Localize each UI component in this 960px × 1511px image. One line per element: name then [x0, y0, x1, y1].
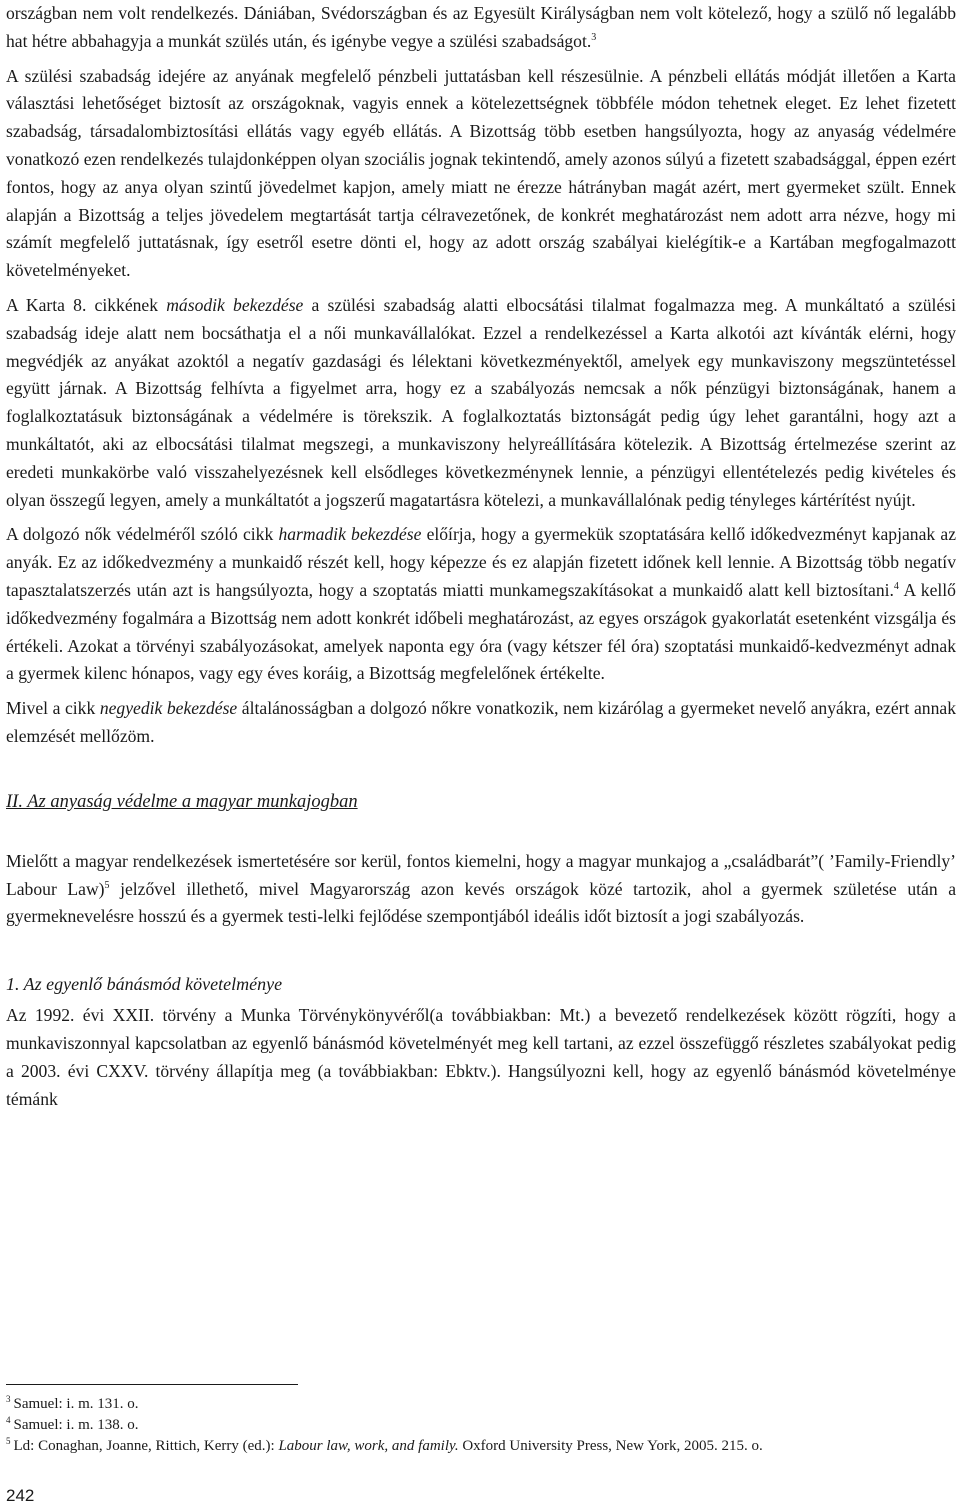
- text-run: a szülési szabadság alatti elbocsátási tilalmat fogalmazza meg. A munkáltató a szülési szabadság ideje alatt nem bocsáthatja el a női munkavállalókat. Ezzel a rendelkezéssel a Karta alkotói azt kívánták elérni, hogy megvédjék az anyákat azoktól a negatív gazdasági és lélektani következményektől, amelyek egy munkaviszony megszüntetéssel együtt járnak. A Bizottság felhívta a figyelmet arra, hogy ez a szabályozás nemcsak a nők pénzügyi biztonságának, hanem a foglalkoztatásuk biztonságának a védelmére is törekszik. A foglalkoztatás biztonságát pedig úgy lehet garantálni, hogy azt a munkáltatót, aki az elbocsátási tilalmat megszegi, a munkaviszony helyreállítására kötelezik. A Bizottság értelmezése szerint az eredeti munkakörbe való visszahelyezésnek kell elsődleges következménynek lennie, a pénzügyi ellentételezés pedig kivételes és olyan összegű legyen, amely a munkáltatót a jogszerű magatartásra kötelezi, a munkavállalónak pedig tényleges kártérítést nyújt.: [6, 294, 956, 510]
- paragraph-4: [6, 521, 956, 688]
- footnotes: [6, 1394, 956, 1457]
- section-heading: II. Az anyaság védelme a magyar munkajogban: [6, 791, 358, 812]
- text-run: A kellő időkedvezmény fogalmára a Bizottság nem adott konkrét időbeli meghatározást, az egyes országok gyakorlatát esetenként vizsgálja és értékeli. Azokat a törvényi szabályozásokat, amelyek naponta egy óra (vagy kétszer fél óra) szoptatási munkaidő-kedvezményt adnak a gyermek kilenc hónapos, vagy egy éves koráig, a Bizottság megfelelőnek értékelte.: [6, 579, 956, 684]
- footnote-number: 5: [6, 1436, 11, 1446]
- footnote-number: 3: [6, 1394, 11, 1404]
- text-run: általánosságban a dolgozó nőkre vonatkozik, nem kizárólag a gyermeket nevelő anyákra, ezért annak elemzését mellőzöm.: [6, 698, 956, 746]
- emphasis: Labour law, work, and family.: [278, 1438, 459, 1454]
- text-run: Oxford University Press, New York, 2005. 215. o.: [458, 1438, 763, 1454]
- document-page: [6, 0, 956, 1113]
- text-run: Az 1992. évi XXII. törvény a Munka Törvénykönyvéről(a továbbiakban: Mt.) a bevezető rendelkezések között rögzíti, hogy a munkaviszonnyal kapcsolatban az egyenlő bánásmód követelményét meg kell tartani, az ezzel összefüggő részletes szabályokat pedig a 2003. évi CXXV. törvény állapítja meg (a továbbiakban: Ebktv.). Hangsúlyozni kell, hogy az egyenlő bánásmód követelménye témánk: [6, 1005, 956, 1109]
- text-run: Mielőtt a magyar rendelkezések ismertetésére sor kerül, fontos kiemelni, hogy a magyar munkajog a „családbarát”( ’Family-Friendly’ Labour Law): [6, 850, 956, 899]
- footnote-4: [6, 1415, 956, 1436]
- text-run: előírja, hogy a gyermekük szoptatására kellő időkedvezményt kapjanak az anyák. Ez az időkedvezmény a munkaidő részét kell, hogy képezze és ez alapján fizetett időnek kell lennie. A Bizottság több negatív tapasztalatszerzés után azt is hangsúlyozta, hogy a szoptatás miatti munkamegszakításokat a munkaidő alatt kell biztosítani.: [6, 524, 957, 600]
- text-run: A szülési szabadság idejére az anyának megfelelő pénzbeli juttatásban kell részesülnie. A pénzbeli ellátás módját illetően a Karta választási lehetőséget biztosít az országoknak, vagyis ennek a kötelezettségnek többféle módon tehetnek eleget. Ez lehet fizetett szabadság, társadalombiztosítási ellátás vagy egyéb ellátás. A Bizottság több esetben hangsúlyozta, hogy az anyaság védelmére vonatkozó ezen rendelkezés tulajdonképpen olyan szociális jognak tekintendő, amely azonos súlyú a fizetett szabadsággal, éppen ezért fontos, hogy az anya olyan szintű jövedelmet kapjon, amely miatt ne érezze hátrányban magát azért, mert gyermeket szült. Ennek alapján a Bizottság a teljes jövedelem megtartását tartja célravezetőnek, de konkrét meghatározást nem adott arra nézve, hogy mi számít megfelelő juttatásnak, így esetről esetre dönti el, hogy az adott ország szabályai kielégítik-e a Kartában megfogalmazott követelményeket.: [6, 65, 956, 281]
- emphasis: harmadik bekezdése: [278, 524, 422, 545]
- footnote-ref: 3: [591, 31, 597, 43]
- paragraph-1: [6, 0, 956, 56]
- footnote-ref: 4: [893, 580, 899, 592]
- body-paragraphs: [6, 0, 956, 751]
- text-run: Mivel a cikk: [6, 698, 100, 719]
- page-number: 242: [6, 1486, 35, 1505]
- text-run: Ld: Conaghan, Joanne, Rittich, Kerry (ed.):: [13, 1438, 279, 1454]
- paragraph-3: [6, 292, 956, 514]
- subsection-heading: 1. Az egyenlő bánásmód követelménye: [6, 974, 283, 995]
- text-run: A Karta 8. cikkének: [6, 294, 167, 315]
- footnote-ref: 5: [104, 879, 110, 891]
- emphasis: második bekezdése: [166, 294, 304, 315]
- text-run: Samuel: i. m. 131. o.: [13, 1396, 139, 1412]
- footnote-5: [6, 1436, 956, 1457]
- paragraph-family-friendly: [6, 848, 956, 931]
- footnote-number: 4: [6, 1415, 11, 1425]
- footnote-separator: [6, 1384, 298, 1385]
- footnote-3: [6, 1394, 956, 1415]
- text-run: Samuel: i. m. 138. o.: [13, 1417, 139, 1433]
- paragraph-5: [6, 695, 956, 751]
- paragraph-2: [6, 63, 956, 285]
- text-run: jelzővel illethető, mivel Magyarország azon kevés országok közé tartozik, ahol a gyermek születése után a gyermeknevelésre hosszú és a gyermek testi-lelki fejlődése szempontjából ideális időt biztosít a jogi szabályozás.: [6, 878, 957, 927]
- emphasis: negyedik bekezdése: [99, 698, 238, 719]
- text-run: A dolgozó nők védelméről szóló cikk: [6, 524, 279, 545]
- text-run: országban nem volt rendelkezés. Dániában, Svédországban és az Egyesült Királyságban nem volt kötelező, hogy a szülő nő legalább hat hétre abbahagyja a munkát szülés után, és igénybe vegye a szülési szabadságot.: [6, 3, 956, 51]
- paragraph-equal-treatment: [6, 1002, 956, 1113]
